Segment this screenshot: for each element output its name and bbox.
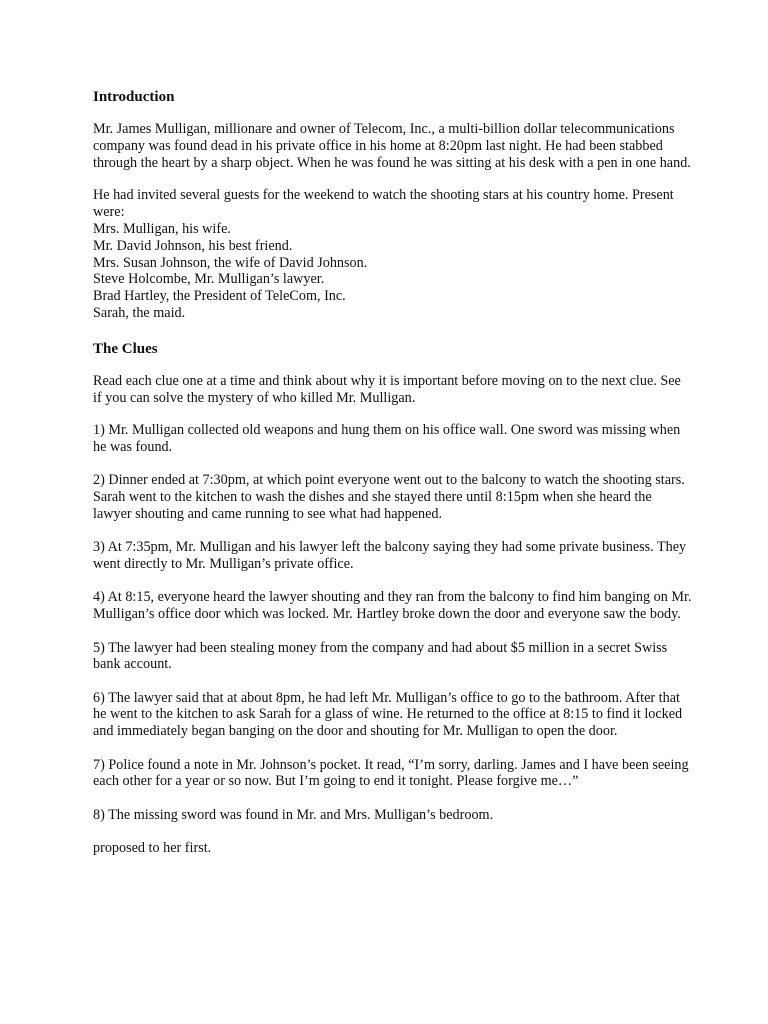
guest-item: Steve Holcombe, Mr. Mulligan’s lawyer.	[93, 271, 325, 288]
clue-item: 3) At 7:35pm, Mr. Mulligan and his lawyer left the balcony saying they had some private business. They went directly to Mr. Mulligan’s private office.	[93, 539, 687, 573]
guest-item: Mrs. Susan Johnson, the wife of David Johnson.	[93, 254, 368, 271]
guests-intro-paragraph: He had invited several guests for the weekend to watch the shooting stars at his country home. Present were:	[93, 187, 674, 221]
document-page	[93, 87, 693, 857]
clue-list	[93, 422, 693, 823]
clue-item: 6) The lawyer said that at about 8pm, he had left Mr. Mulligan’s office to go to the bathroom. After that he went to the kitchen to ask Sarah for a glass of wine. He returned to the office at 8:15 to find it locked and immediately began banging on the door and shouting for Mr. Mulligan to open the door.	[93, 689, 683, 740]
introduction-heading: Introduction	[93, 89, 175, 105]
trailing-fragment: proposed to her first.	[93, 839, 212, 856]
guest-item: Brad Hartley, the President of TeleCom, Inc.	[93, 288, 346, 305]
clue-item: 8) The missing sword was found in Mr. and Mrs. Mulligan’s bedroom.	[93, 806, 494, 823]
introduction-paragraph: Mr. James Mulligan, millionare and owner of Telecom, Inc., a multi-billion dollar telecommunications company was found dead in his private office in his home at 8:20pm last night. He had been stabbed through the heart by a sharp object. When he was found he was sitting at his desk with a pen in one hand.	[93, 121, 691, 171]
clues-heading: The Clues	[93, 340, 158, 357]
guest-item: Mrs. Mulligan, his wife.	[93, 220, 231, 237]
clue-item: 1) Mr. Mulligan collected old weapons and hung them on his office wall. One sword was missing when he was found.	[93, 422, 681, 456]
clue-item: 2) Dinner ended at 7:30pm, at which point everyone went out to the balcony to watch the shooting stars. Sarah went to the kitchen to wash the dishes and she stayed there until 8:15pm when she heard the lawyer shouting and came running to see what had happened.	[93, 472, 685, 523]
clue-item: 4) At 8:15, everyone heard the lawyer shouting and they ran from the balcony to find him banging on Mr. Mulligan’s office door which was locked. Mr. Hartley broke down the door and everyone saw the body.	[93, 589, 692, 623]
guest-item: Sarah, the maid.	[93, 304, 186, 321]
clue-item: 7) Police found a note in Mr. Johnson’s pocket. It read, “I’m sorry, darling. James and I have been seeing each other for a year or so now. But I’m going to end it tonight. Please forgive me…”	[93, 756, 689, 790]
clues-instructions: Read each clue one at a time and think about why it is important before moving on to the next clue. See if you can solve the mystery of who killed Mr. Mulligan.	[93, 372, 681, 406]
clue-item: 5) The lawyer had been stealing money from the company and had about $5 million in a secret Swiss bank account.	[93, 639, 668, 673]
guest-item: Mr. David Johnson, his best friend.	[93, 237, 293, 254]
guest-list	[93, 221, 693, 322]
